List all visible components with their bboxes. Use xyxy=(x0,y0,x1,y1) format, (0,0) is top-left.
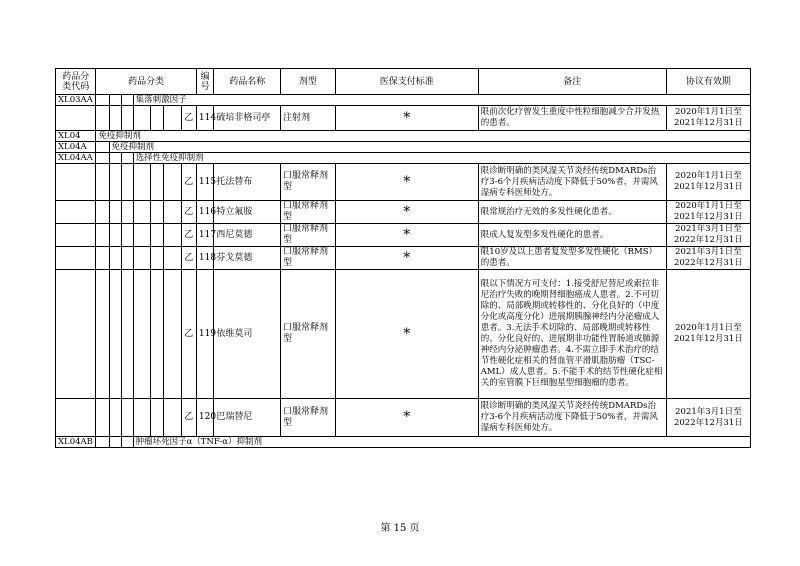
drug-name: 托法替布 xyxy=(214,164,281,201)
empty-cell xyxy=(151,201,164,224)
empty-cell xyxy=(133,247,150,270)
drug-code xyxy=(56,201,96,224)
empty-cell xyxy=(96,247,109,270)
empty-cell xyxy=(96,399,109,437)
empty-cell xyxy=(164,164,181,201)
payment-standard: * xyxy=(335,247,478,270)
empty-cell xyxy=(109,106,121,131)
drug-number: 114 xyxy=(196,106,213,131)
category-row xyxy=(56,153,751,164)
empty-cell xyxy=(164,247,181,270)
empty-cell xyxy=(133,224,150,247)
empty-cell xyxy=(121,224,133,247)
empty-cell xyxy=(109,164,121,201)
validity-period: 2020年1月1日至 2021年12月31日 xyxy=(666,201,750,224)
category-row xyxy=(56,131,751,142)
drug-row xyxy=(56,164,751,201)
payment-standard: * xyxy=(335,106,478,131)
empty-cell xyxy=(109,247,121,270)
category-label: 肿瘤坏死因子α（TNF-α）抑制剂 xyxy=(133,437,750,448)
drug-grade: 乙 xyxy=(181,399,196,437)
empty-cell xyxy=(133,106,150,131)
empty-cell xyxy=(164,399,181,437)
empty-cell xyxy=(151,224,164,247)
validity-period: 2021年3月1日至 2022年12月31日 xyxy=(666,247,750,270)
payment-standard: * xyxy=(335,270,478,399)
drug-remark: 限以下情况方可支付：1.接受舒尼替尼或索拉非尼治疗失败的晚期肾细胞癌成人患者。2.不可切除的、局部晚期或转移性的、分化良好的（中度分化或高度分化）进展期胰腺神经内分泌瘤成人患者。3.无法手术切除的、局部晚期或转移性的、分化良好的、进展期非功能性胃肠道或肺源神经内分泌肿瘤患者。4.不需立即手术治疗的结节性硬化症相关的肾血管平滑肌脂肪瘤（TSC-AML）成人患者。5.不能手术的结节性硬化症相关的室管膜下巨细胞星型细胞瘤的患者。 xyxy=(478,270,666,399)
drug-form: 口服常释剂型 xyxy=(281,247,336,270)
drug-row xyxy=(56,399,751,437)
drug-number: 115 xyxy=(196,164,213,201)
empty-cell xyxy=(121,201,133,224)
empty-cell xyxy=(164,270,181,399)
drug-row xyxy=(56,224,751,247)
empty-cell xyxy=(151,399,164,437)
drug-number: 116 xyxy=(196,201,213,224)
drug-form: 口服常释剂型 xyxy=(281,224,336,247)
drug-row xyxy=(56,247,751,270)
empty-cell xyxy=(96,437,109,448)
empty-cell xyxy=(121,106,133,131)
drug-form: 口服常释剂型 xyxy=(281,270,336,399)
empty-cell xyxy=(109,95,121,106)
page-number: 第 15 页 xyxy=(380,523,420,534)
empty-cell xyxy=(164,106,181,131)
empty-cell xyxy=(96,95,109,106)
category-code: XL04A xyxy=(56,142,96,153)
category-code: XL04AB xyxy=(56,437,96,448)
drug-row xyxy=(56,270,751,399)
payment-standard: * xyxy=(335,201,478,224)
category-code: XL04 xyxy=(56,131,96,142)
empty-cell xyxy=(96,201,109,224)
header-name: 药品名称 xyxy=(214,69,281,95)
validity-period: 2021年3月1日至 2022年12月31日 xyxy=(666,399,750,437)
empty-cell xyxy=(151,164,164,201)
category-label: 选择性免疫抑制剂 xyxy=(133,153,750,164)
empty-cell xyxy=(121,153,133,164)
category-code: XL04AA xyxy=(56,153,96,164)
drug-remark: 限10岁及以上患者复发型多发性硬化（RMS）的患者。 xyxy=(478,247,666,270)
drug-form: 注射剂 xyxy=(281,106,336,131)
category-label: 免疫抑制剂 xyxy=(96,131,751,142)
drug-name: 特立氟胺 xyxy=(214,201,281,224)
empty-cell xyxy=(121,437,133,448)
drug-grade: 乙 xyxy=(181,270,196,399)
drug-number: 120 xyxy=(196,399,213,437)
drug-grade: 乙 xyxy=(181,247,196,270)
category-label: 免疫抑制剂 xyxy=(109,142,750,153)
table-header-row xyxy=(56,69,751,95)
category-code: XL03AA xyxy=(56,95,96,106)
drug-grade: 乙 xyxy=(181,164,196,201)
header-form: 剂型 xyxy=(281,69,336,95)
drug-name: 依维莫司 xyxy=(214,270,281,399)
category-row xyxy=(56,437,751,448)
empty-cell xyxy=(96,153,109,164)
empty-cell xyxy=(96,164,109,201)
drug-remark: 限诊断明确的类风湿关节炎经传统DMARDs治疗3-6个月疾病活动度下降低于50%者，并需风湿病专科医师处方。 xyxy=(478,164,666,201)
drug-form: 口服常释剂型 xyxy=(281,201,336,224)
header-standard: 医保支付标准 xyxy=(335,69,478,95)
category-row xyxy=(56,142,751,153)
header-validity: 协议有效期 xyxy=(666,69,750,95)
empty-cell xyxy=(164,201,181,224)
header-remark: 备注 xyxy=(478,69,666,95)
drug-number: 118 xyxy=(196,247,213,270)
empty-cell xyxy=(109,437,121,448)
drug-code xyxy=(56,399,96,437)
validity-period: 2021年3月1日至 2022年12月31日 xyxy=(666,224,750,247)
empty-cell xyxy=(96,224,109,247)
drug-grade: 乙 xyxy=(181,106,196,131)
empty-cell xyxy=(109,399,121,437)
validity-period: 2020年1月1日至 2021年12月31日 xyxy=(666,164,750,201)
empty-cell xyxy=(121,247,133,270)
header-category: 药品分类 xyxy=(96,69,196,95)
payment-standard: * xyxy=(335,224,478,247)
validity-period: 2020年1月1日至 2021年12月31日 xyxy=(666,106,750,131)
category-label: 集落刺激因子 xyxy=(133,95,750,106)
drug-name: 硫培非格司亭 xyxy=(214,106,281,131)
drug-code xyxy=(56,106,96,131)
drug-grade: 乙 xyxy=(181,201,196,224)
empty-cell xyxy=(121,399,133,437)
drug-remark: 限成人复发型多发性硬化的患者。 xyxy=(478,224,666,247)
drug-grade: 乙 xyxy=(181,224,196,247)
drug-code xyxy=(56,224,96,247)
empty-cell xyxy=(121,164,133,201)
drug-form: 口服常释剂型 xyxy=(281,399,336,437)
empty-cell xyxy=(96,142,109,153)
empty-cell xyxy=(133,201,150,224)
empty-cell xyxy=(109,270,121,399)
empty-cell xyxy=(96,106,109,131)
drug-name: 西尼莫德 xyxy=(214,224,281,247)
empty-cell xyxy=(109,224,121,247)
empty-cell xyxy=(96,270,109,399)
payment-standard: * xyxy=(335,399,478,437)
empty-cell xyxy=(151,270,164,399)
drug-catalog-table xyxy=(55,68,751,448)
header-code: 药品分 类代码 xyxy=(56,69,96,95)
empty-cell xyxy=(133,399,150,437)
empty-cell xyxy=(151,247,164,270)
drug-row xyxy=(56,201,751,224)
drug-code xyxy=(56,247,96,270)
category-row xyxy=(56,95,751,106)
drug-name: 巴瑞替尼 xyxy=(214,399,281,437)
drug-code xyxy=(56,164,96,201)
empty-cell xyxy=(109,153,121,164)
drug-row xyxy=(56,106,751,131)
empty-cell xyxy=(133,164,150,201)
drug-remark: 限前次化疗曾发生重度中性粒细胞减少合并发热的患者。 xyxy=(478,106,666,131)
payment-standard: * xyxy=(335,164,478,201)
drug-remark: 限常规治疗无效的多发性硬化患者。 xyxy=(478,201,666,224)
empty-cell xyxy=(121,95,133,106)
drug-form: 口服常释剂型 xyxy=(281,164,336,201)
drug-code xyxy=(56,270,96,399)
drug-name: 芬戈莫德 xyxy=(214,247,281,270)
empty-cell xyxy=(133,270,150,399)
empty-cell xyxy=(121,270,133,399)
empty-cell xyxy=(164,224,181,247)
empty-cell xyxy=(151,106,164,131)
validity-period: 2020年1月1日至 2021年12月31日 xyxy=(666,270,750,399)
header-num: 编 号 xyxy=(196,69,213,95)
drug-number: 119 xyxy=(196,270,213,399)
empty-cell xyxy=(109,201,121,224)
drug-number: 117 xyxy=(196,224,213,247)
drug-remark: 限诊断明确的类风湿关节炎经传统DMARDs治疗3-6个月疾病活动度下降低于50%者，并需风湿病专科医师处方。 xyxy=(478,399,666,437)
